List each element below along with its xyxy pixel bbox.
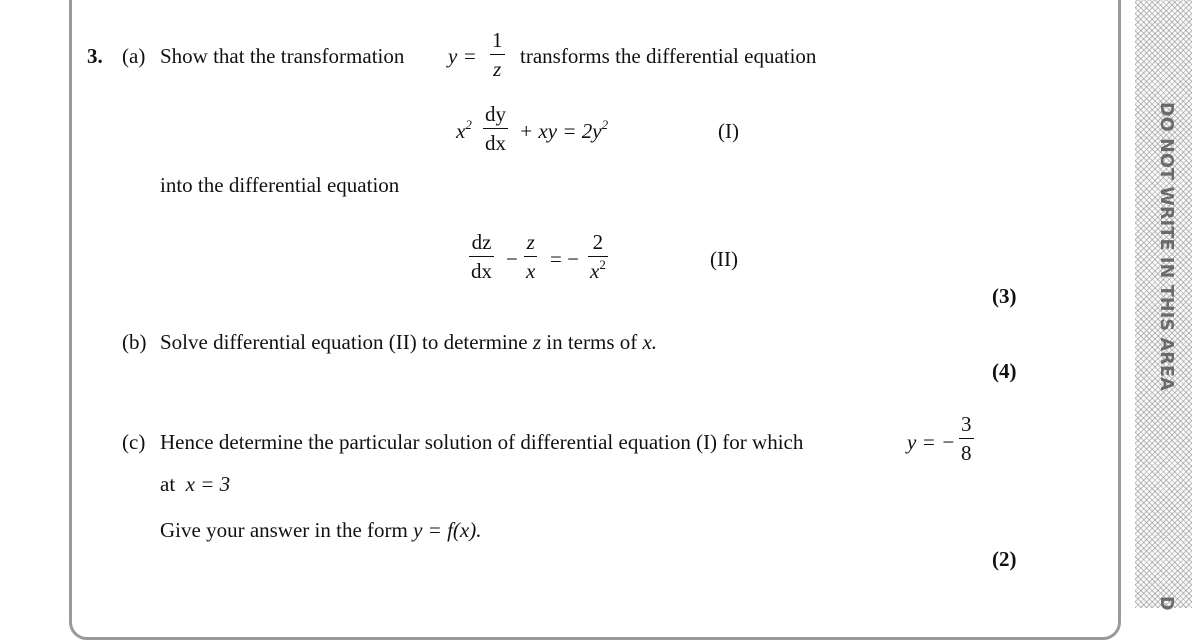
part-b-label: (b) [122, 330, 147, 354]
part-a-label: (a) [122, 44, 146, 68]
eq1-numerator: dy [485, 102, 506, 126]
part-b-marks: (4) [992, 359, 1017, 383]
margin-warning-partial: D [1156, 596, 1176, 611]
part-c-label: (c) [122, 430, 146, 454]
eq2-frac3-num: 2 [592, 230, 604, 254]
eq2-dzdx [469, 232, 494, 282]
transformation-numerator: 1 [492, 28, 503, 52]
part-c-lhs: y = − [907, 430, 956, 454]
eq2-frac2-den: x [526, 259, 536, 283]
eq2-rhs [588, 232, 608, 282]
eq1-x: $x^2$ [456, 117, 472, 143]
eq1-label: (I) [718, 119, 739, 143]
into-text: into the differential equation [160, 173, 400, 197]
part-c-frac-num: 3 [961, 412, 972, 436]
part-a-intro: Show that the transformation [160, 44, 405, 68]
eq2-zx [524, 232, 537, 282]
part-b-text: Solve differential equation (II) to determine z in terms of x. [160, 330, 658, 354]
question-frame [69, 0, 1121, 640]
eq2-label: (II) [710, 247, 738, 271]
part-c-fraction [959, 414, 974, 464]
eq2-frac2-num: z [526, 230, 535, 254]
eq2-frac3-den: $x^2$ [590, 257, 606, 283]
part-a-intro-end: transforms the differential equation [520, 44, 817, 68]
eq2-frac1-num: dz [471, 230, 492, 254]
eq1-rest: + xy = $2y^2$ [519, 117, 609, 143]
part-c-frac-den: 8 [961, 441, 972, 465]
margin-warning: DO NOT WRITE IN THIS AREA [1156, 102, 1176, 391]
eq1-denominator: dx [485, 131, 506, 155]
eq2-minus: − [506, 247, 518, 271]
transformation-denominator: z [493, 57, 502, 81]
part-a-marks: (3) [992, 284, 1017, 308]
eq2-frac1-den: dx [471, 259, 492, 283]
part-c-marks: (2) [992, 547, 1017, 571]
eq2-equals: = − [550, 247, 579, 271]
part-c-at: at x = 3 [160, 472, 231, 496]
part-c-give: Give your answer in the form y = f(x). [160, 518, 482, 542]
eq1-derivative [483, 104, 508, 154]
part-c-text: Hence determine the particular solution of differential equation (I) for which [160, 430, 804, 454]
transformation-fraction [490, 30, 505, 80]
transformation-lhs: y = [448, 44, 477, 68]
question-number: 3. [87, 44, 103, 68]
